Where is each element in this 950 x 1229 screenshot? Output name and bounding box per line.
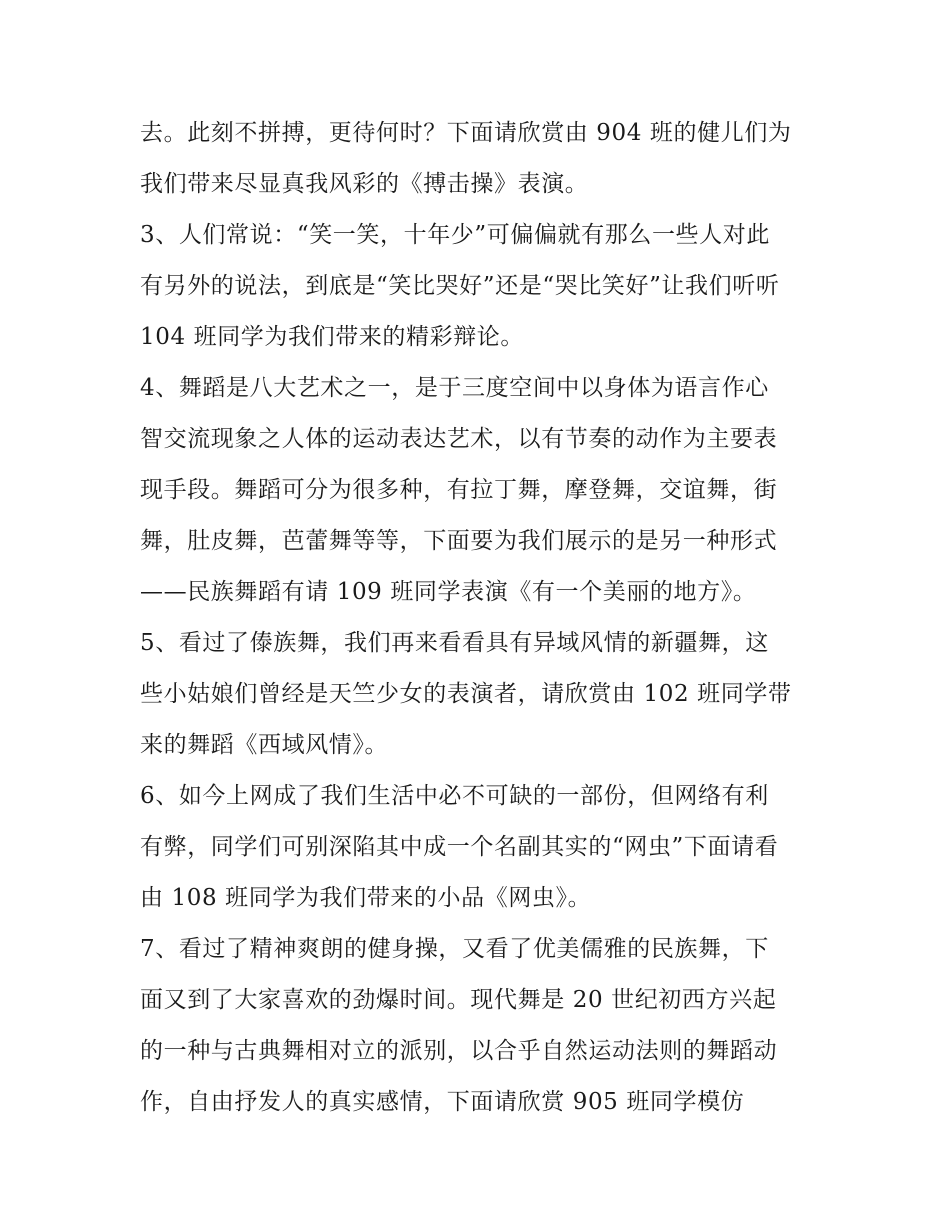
- text-line: 4、舞蹈是八大艺术之一，是于三度空间中以身体为语言作心: [140, 375, 769, 401]
- text-line: ——民族舞蹈有请 109 班同学表演《有一个美丽的地方》。: [140, 579, 757, 605]
- text-line: 面又到了大家喜欢的劲爆时间。现代舞是 20 世纪初西方兴起: [140, 987, 777, 1013]
- text-line: 舞，肚皮舞，芭蕾舞等等，下面要为我们展示的是另一种形式: [140, 528, 778, 554]
- text-line: 现手段。舞蹈可分为很多种，有拉丁舞，摩登舞，交谊舞，街: [140, 477, 778, 503]
- text-line: 5、看过了傣族舞，我们再来看看具有异域风情的新疆舞，这: [140, 630, 769, 656]
- text-line: 有另外的说法，到底是“笑比哭好”还是“哭比笑好”让我们听听: [140, 273, 780, 299]
- text-line: 我们带来尽显真我风彩的《搏击操》表演。: [140, 171, 589, 197]
- text-line: 智交流现象之人体的运动表达艺术，以有节奏的动作为主要表: [140, 426, 778, 452]
- text-line: 些小姑娘们曾经是天竺少女的表演者，请欣赏由 102 班同学带: [140, 681, 792, 707]
- text-line: 由 108 班同学为我们带来的小品《网虫》。: [140, 885, 592, 911]
- text-line: 来的舞蹈《西域风情》。: [140, 732, 389, 758]
- text-line: 去。此刻不拼搏，更待何时？下面请欣赏由 904 班的健儿们为: [140, 120, 792, 146]
- text-line: 7、看过了精神爽朗的健身操，又看了优美儒雅的民族舞，下: [140, 936, 769, 962]
- text-line: 作，自由抒发人的真实感情，下面请欣赏 905 班同学模仿: [140, 1089, 745, 1115]
- text-line: 6、如今上网成了我们生活中必不可缺的一部份，但网络有利: [140, 783, 769, 809]
- text-line: 3、人们常说：“笑一笑，十年少”可偏偏就有那么一些人对此: [140, 222, 770, 248]
- body-text: [140, 108, 820, 1128]
- text-line: 104 班同学为我们带来的精彩辩论。: [140, 324, 525, 350]
- text-line: 的一种与古典舞相对立的派别，以合乎自然运动法则的舞蹈动: [140, 1038, 778, 1064]
- text-line: 有弊，同学们可别深陷其中成一个名副其实的“网虫”下面请看: [140, 834, 779, 860]
